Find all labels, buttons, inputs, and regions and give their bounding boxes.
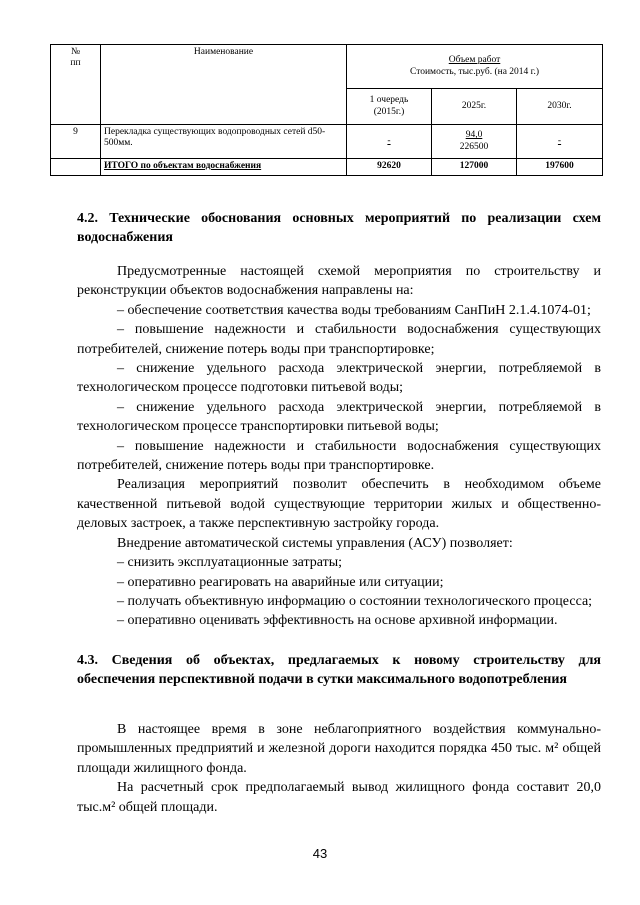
total-2030: 197600	[517, 159, 603, 176]
paragraph: – снизить эксплуатационные затраты;	[117, 555, 343, 571]
paragraph: На расчетный срок предполагаемый вывод жилищного фонда составит 20,0 тыс.м² общей площади.	[77, 780, 601, 815]
row9-2025	[432, 125, 517, 159]
header-cost: Стоимость, тыс.руб. (на 2014 г.)	[409, 66, 540, 77]
paragraph: – повышение надежности и стабильности водоснабжения существующих потребителей, снижение потерь воды при транспортировке.	[77, 438, 601, 474]
row9-2030: -	[517, 125, 603, 159]
paragraph: – получать объективную информацию о состоянии технологического процесса;	[117, 593, 593, 609]
section-4-2-heading: 4.2. Технические обоснования основных мероприятий по реализации схем водоснабжения	[77, 211, 601, 246]
section-4-2-body	[77, 262, 601, 631]
paragraph: – снижение удельного расхода электрической энергии, потребляемой в технологическом процессе подготовки питьевой воды;	[77, 361, 601, 396]
total-2025: 127000	[432, 159, 517, 176]
header-num: № пп	[51, 45, 101, 125]
page-number: 43	[312, 846, 328, 861]
table-row-total	[51, 159, 603, 176]
works-cost-table	[50, 44, 603, 176]
header-volume-cost	[347, 45, 603, 89]
header-volume: Объем работ	[448, 55, 501, 66]
header-2030: 2030г.	[517, 89, 603, 125]
header-2025: 2025г.	[432, 89, 517, 125]
paragraph: – повышение надежности и стабильности водоснабжения существующих потребителей, снижение потерь воды при транспортировке;	[77, 322, 601, 357]
section-4-3-heading: 4.3. Сведения об объектах, предлагаемых к новому строительству для обеспечения перспективной подачи в сутки максимального водопотребления	[77, 653, 601, 688]
paragraph: – оперативно реагировать на аварийные или ситуации;	[117, 574, 444, 590]
total-name: ИТОГО по объектам водоснабжения	[101, 159, 347, 176]
section-4-3-body	[77, 720, 601, 817]
table-row	[51, 125, 603, 159]
row9-stage1: -	[347, 125, 432, 159]
header-stage1: 1 очередь (2015г.)	[347, 89, 432, 125]
paragraph: В настоящее время в зоне неблагоприятного воздействия коммунально-промышленных предприятий и железной дороги находится порядка 450 тыс. м² общей площади жилищного фонда.	[77, 722, 601, 776]
paragraph: Внедрение автоматической системы управления (АСУ) позволяет:	[117, 535, 513, 551]
total-stage1: 92620	[347, 159, 432, 176]
paragraph: – обеспечение соответствия качества воды требованиям СанПиН 2.1.4.1074-01;	[117, 302, 591, 318]
header-name: Наименование	[101, 45, 347, 125]
row9-name: Перекладка существующих водопроводных сетей d50-500мм.	[101, 125, 347, 159]
paragraph: Реализация мероприятий позволит обеспечить в необходимом объеме качественной питьевой водой существующие территории жилых и общественно-деловых застроек, а также перспективную застройку города.	[77, 477, 601, 532]
row9-2025-volume: 94,0	[465, 130, 483, 141]
row9-2025-cost: 226500	[459, 141, 489, 152]
row9-num: 9	[51, 125, 101, 159]
paragraph: – снижение удельного расхода электрической энергии, потребляемой в технологическом процессе транспортировки питьевой воды;	[77, 399, 601, 435]
paragraph: – оперативно оценивать эффективность на основе архивной информации.	[117, 613, 558, 629]
paragraph: Предусмотренные настоящей схемой мероприятия по строительству и реконструкции объектов водоснабжения направлены на:	[77, 264, 601, 299]
total-num	[51, 159, 101, 176]
